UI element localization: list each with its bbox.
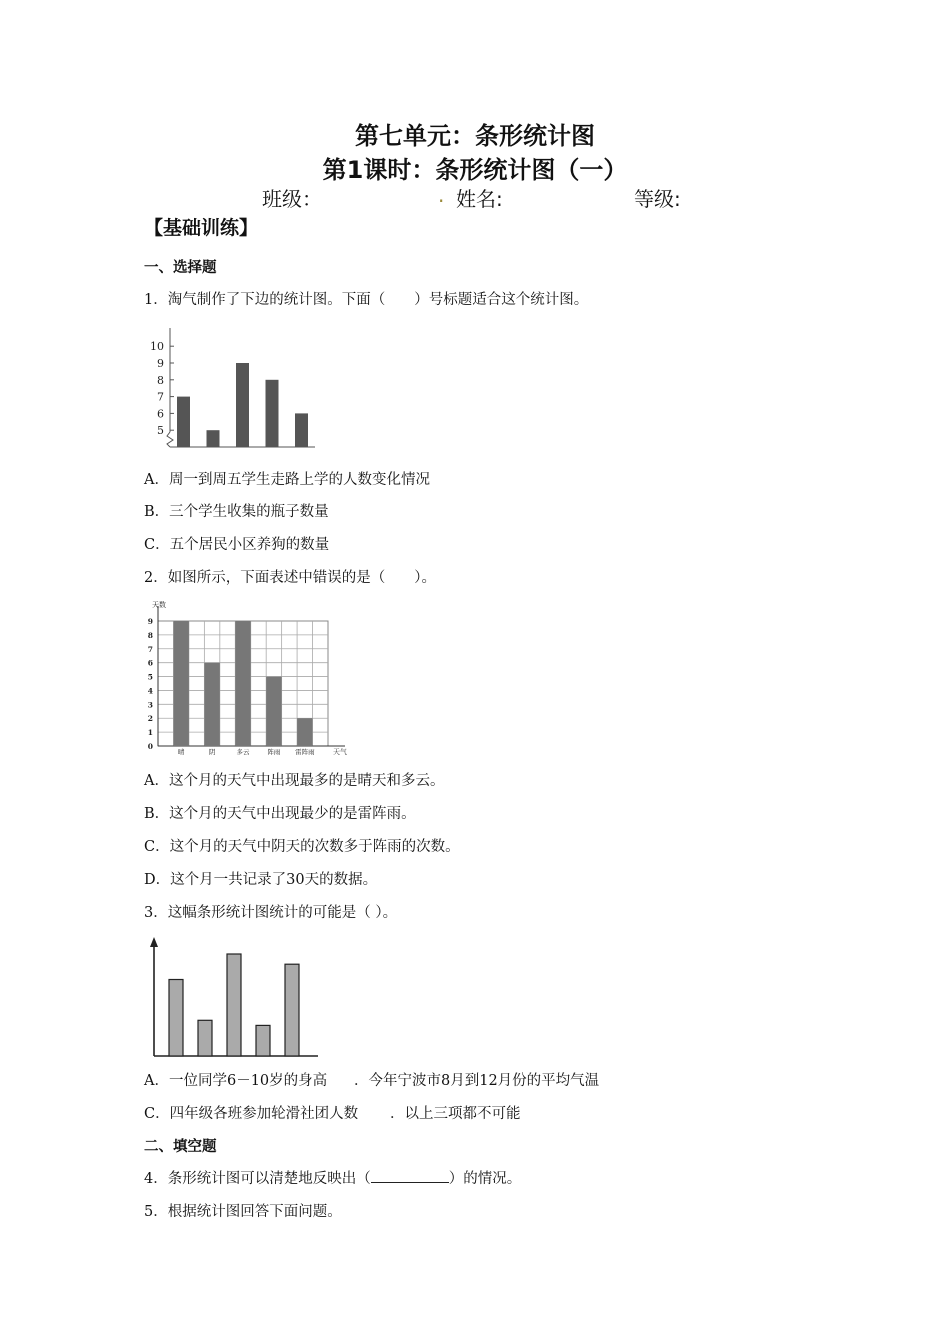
- chart-3-bar: [169, 980, 183, 1057]
- section-basic-training: 【基础训练】: [144, 217, 259, 239]
- page-subtitle: 第1课时：条形统计图（一）: [322, 156, 628, 184]
- page-title: 第七单元：条形统计图: [355, 122, 595, 150]
- chart-2-y-tick-label: 9: [147, 617, 153, 626]
- chart-3-plot: [150, 937, 318, 1056]
- chart-1-y-tick-label: 5: [157, 424, 164, 438]
- q2-option-b: B．这个月的天气中出现最少的是雷阵雨。: [144, 806, 416, 822]
- q4-answer-blank[interactable]: [371, 1168, 449, 1183]
- chart-2-y-tick-label: 0: [147, 742, 153, 751]
- q3-option-d: ．以上三项都不可能: [390, 1106, 521, 1122]
- chart-2-y-tick-label: 8: [147, 630, 153, 640]
- chart-1-bar: [266, 380, 279, 447]
- chart-2-y-tick-label: 1: [147, 728, 153, 738]
- chart-1-y-tick-label: 6: [157, 407, 164, 421]
- chart-3-bar: [285, 964, 299, 1056]
- chart-2-bar: [266, 677, 281, 746]
- chart-1-bar: [177, 397, 190, 447]
- chart-1-axis-break: [167, 432, 173, 447]
- q4-stem-after: ）的情况。: [448, 1171, 522, 1187]
- question-5: 5．根据统计图回答下面问题。: [144, 1204, 342, 1220]
- chart-2-y-tick-label: 2: [147, 714, 153, 724]
- q3-option-a: A．一位同学6－10岁的身高: [144, 1073, 328, 1089]
- chart-3-bar: [256, 1025, 270, 1056]
- question-3: 3．这幅条形统计图统计的可能是（ ）。: [144, 905, 398, 921]
- chart-2-plot: [148, 600, 347, 756]
- chart-2-y-tick-label: 7: [147, 644, 153, 654]
- chart-1-y-tick-label: 10: [150, 340, 164, 354]
- chart-2-x-label: 天气: [333, 748, 347, 756]
- q2-option-d: D．这个月一共记录了30天的数据。: [144, 872, 378, 888]
- chart-1-y-tick-label: 7: [157, 390, 164, 404]
- chart-3-y-arrow: [150, 937, 158, 947]
- chart-2-category-label: 多云: [236, 748, 250, 756]
- chart-2: [140, 596, 355, 761]
- question-4: [144, 1167, 521, 1188]
- chart-3-bar: [198, 1020, 212, 1056]
- chart-2-bar: [173, 621, 188, 746]
- chart-3-bar: [227, 954, 241, 1056]
- part-choice-heading: 一、选择题: [144, 260, 217, 276]
- question-1: 1．淘气制作了下边的统计图。下面（ ）号标题适合这个统计图。: [144, 292, 589, 308]
- chart-2-y-tick-label: 6: [147, 658, 153, 668]
- chart-3: [140, 934, 325, 1062]
- chart-1-y-tick-label: 8: [157, 373, 164, 387]
- chart-1-y-tick-label: 9: [157, 357, 164, 370]
- chart-2-bar: [204, 663, 219, 746]
- chart-1-bar: [236, 363, 249, 447]
- chart-2-y-label: 天数: [152, 601, 166, 609]
- question-2: 2．如图所示，下面表述中错误的是（ ）。: [144, 570, 436, 586]
- part-fill-heading: 二、填空题: [144, 1139, 217, 1155]
- q1-option-a: A．周一到周五学生走路上学的人数变化情况: [144, 472, 430, 488]
- chart-2-category-label: 雷阵雨: [295, 748, 315, 756]
- q2-option-a: A．这个月的天气中出现最多的是晴天和多云。: [144, 773, 445, 789]
- chart-1-bar: [295, 413, 308, 447]
- q1-option-c: C．五个居民小区养狗的数量: [144, 537, 330, 553]
- dot-mark: .: [438, 183, 445, 207]
- chart-2-bar: [235, 621, 250, 746]
- name-label: 姓名:: [456, 187, 503, 211]
- chart-2-category-label: 阴: [208, 748, 216, 756]
- grade-label: 等级:: [634, 187, 681, 211]
- q3-option-c: C．四年级各班参加轮滑社团人数: [144, 1106, 359, 1122]
- chart-1-bar: [207, 430, 220, 447]
- class-label: 班级：: [262, 187, 322, 211]
- chart-2-y-tick-label: 5: [147, 672, 153, 682]
- chart-2-category-label: 晴: [177, 748, 185, 756]
- chart-2-category-label: 阵雨: [267, 748, 281, 756]
- chart-2-y-tick-label: 3: [147, 700, 153, 710]
- q3-option-b: ．今年宁波市8月到12月份的平均气温: [354, 1073, 600, 1089]
- chart-1-plot: [150, 328, 315, 447]
- q1-option-b: B．三个学生收集的瓶子数量: [144, 504, 329, 520]
- q4-stem-before: 4．条形统计图可以清楚地反映出（: [144, 1171, 371, 1187]
- chart-2-y-tick-label: 4: [147, 686, 153, 696]
- q2-option-c: C．这个月的天气中阴天的次数多于阵雨的次数。: [144, 839, 460, 855]
- chart-1: [140, 322, 325, 452]
- chart-2-bar: [297, 718, 312, 746]
